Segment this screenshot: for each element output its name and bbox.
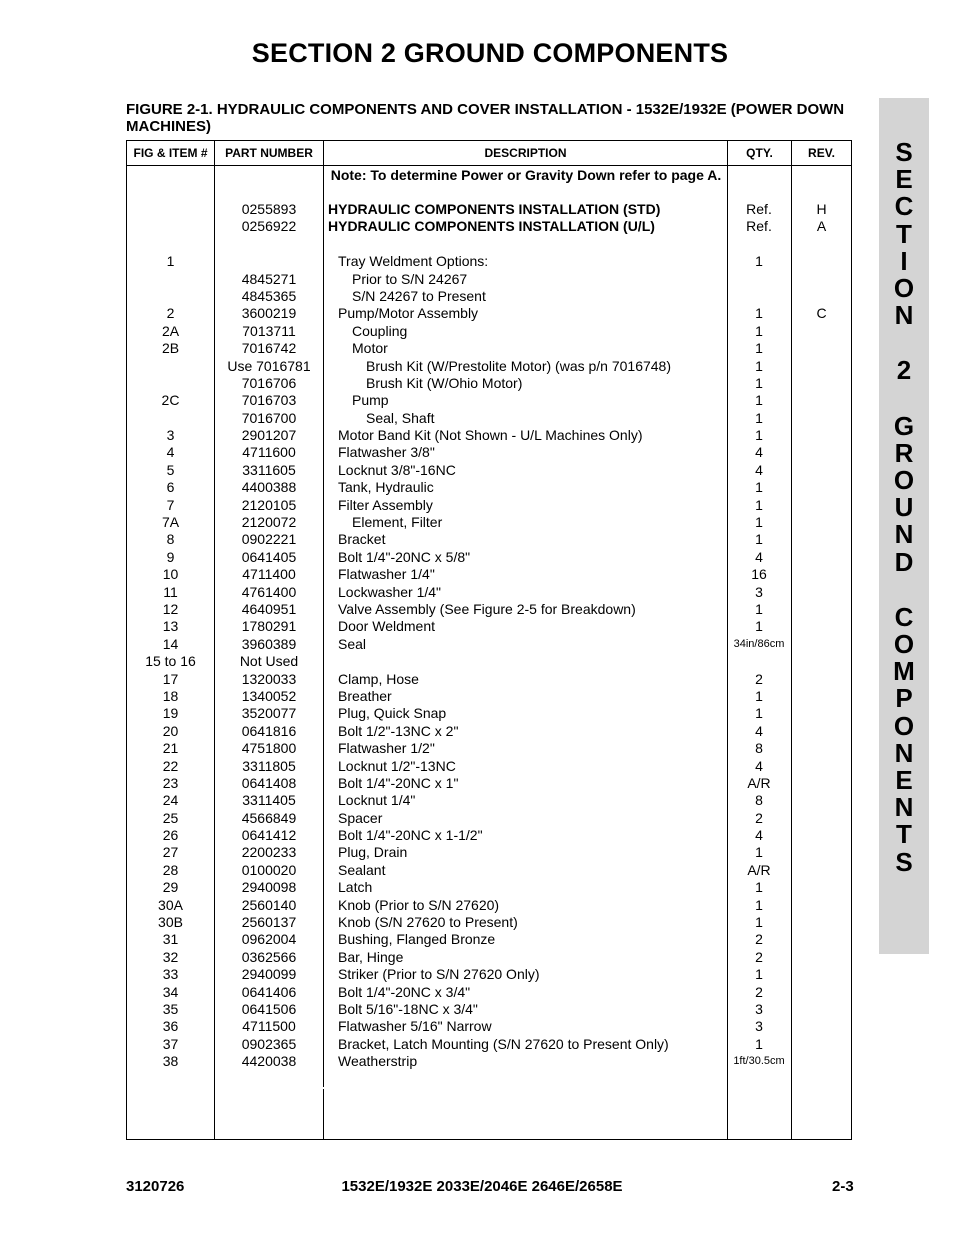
cell-description: Plug, Drain: [338, 844, 408, 861]
cell-item-number: 38: [162, 1053, 179, 1070]
cell-description: Seal: [338, 635, 367, 652]
table-row: [127, 740, 851, 757]
cell-item-number: 34: [162, 983, 179, 1000]
cell-description: Bolt 1/4"-20NC x 5/8": [338, 548, 471, 565]
cell-quantity: 1: [755, 514, 763, 531]
table-row: [127, 966, 851, 983]
cell-item-number: 14: [162, 635, 179, 652]
column-header-item: FIG & ITEM #: [133, 146, 208, 160]
table-row: [127, 514, 851, 531]
cell-description: Bolt 1/4"-20NC x 1": [338, 774, 459, 791]
cell-item-number: 1: [166, 253, 175, 270]
cell-part-number: 0902365: [241, 1035, 297, 1052]
cell-description: Latch: [338, 879, 373, 896]
cell-quantity: 3: [755, 583, 763, 600]
cell-quantity: 1: [755, 253, 763, 270]
side-tab-letter: T: [896, 819, 912, 850]
cell-item-number: 32: [162, 948, 179, 965]
table-row: [127, 566, 851, 583]
cell-part-number: 7016703: [241, 392, 297, 409]
cell-item-number: 15 to 16: [145, 653, 196, 670]
cell-quantity: 1: [755, 687, 763, 704]
cell-quantity: 3: [755, 1000, 763, 1017]
cell-description: HYDRAULIC COMPONENTS INSTALLATION (U/L): [328, 218, 655, 235]
side-tab-letter: G: [893, 410, 915, 441]
cell-item-number: 2B: [161, 340, 180, 357]
cell-item-number: 2: [166, 305, 175, 322]
cell-description: Pump: [352, 392, 389, 409]
cell-quantity: 1: [755, 618, 763, 635]
table-row: [127, 340, 851, 357]
table-row: [127, 879, 851, 896]
cell-quantity: 1: [755, 340, 763, 357]
cell-part-number: 2560140: [241, 896, 297, 913]
footer-models: 1532E/1932E 2033E/2046E 2646E/2658E: [341, 1178, 623, 1195]
cell-part-number: 4566849: [241, 809, 297, 826]
cell-description: Tank, Hydraulic: [338, 479, 434, 496]
cell-part-number: 4711600: [242, 444, 296, 461]
cell-item-number: 7A: [161, 514, 180, 531]
cell-item-number: 9: [166, 548, 175, 565]
cell-part-number: Not Used: [239, 653, 299, 670]
cell-quantity: 2: [755, 670, 763, 687]
cell-quantity: 1: [755, 1035, 763, 1052]
cell-description: Flatwasher 5/16" Narrow: [338, 1018, 492, 1035]
cell-item-number: 5: [166, 461, 175, 478]
cell-revision: C: [816, 305, 827, 322]
table-row: [127, 462, 851, 479]
cell-description: Element, Filter: [352, 514, 443, 531]
table-row: [127, 653, 851, 670]
side-tab-letter: O: [893, 710, 915, 741]
column-divider: [323, 1089, 324, 1139]
table-row: [127, 636, 851, 653]
cell-quantity: 1: [755, 374, 763, 391]
side-tab-letter: O: [893, 629, 915, 659]
side-tab-letter: M: [893, 656, 915, 687]
cell-quantity: 2: [755, 931, 763, 948]
cell-part-number: 7016706: [241, 374, 297, 391]
cell-description: Bar, Hinge: [338, 948, 404, 965]
cell-item-number: 29: [162, 879, 179, 896]
table-row: [127, 427, 851, 444]
side-tab-letter: N: [894, 519, 914, 550]
cell-description: Locknut 3/8"-16NC: [338, 461, 456, 478]
cell-part-number: 2940099: [241, 966, 297, 983]
table-row: [127, 497, 851, 514]
cell-item-number: 24: [162, 792, 179, 809]
table-row: [127, 827, 851, 844]
cell-item-number: 4: [166, 444, 175, 461]
cell-quantity: 4: [755, 444, 763, 461]
table-row: [127, 410, 851, 427]
table-row: [127, 984, 851, 1001]
cell-part-number: 2200233: [241, 844, 297, 861]
table-row: [127, 358, 851, 375]
parts-table: [126, 140, 852, 1140]
cell-quantity: 3: [755, 1018, 763, 1035]
cell-quantity: 1: [755, 600, 763, 617]
table-row: [127, 914, 851, 931]
side-tab-letter: N: [894, 300, 914, 331]
cell-item-number: 22: [162, 757, 179, 774]
table-row: [127, 392, 851, 409]
cell-item-number: 33: [162, 966, 179, 983]
cell-item-number: 7: [166, 496, 175, 513]
cell-part-number: 3311405: [242, 792, 296, 809]
cell-description: Weatherstrip: [338, 1053, 418, 1070]
column-header-part: PART NUMBER: [225, 146, 313, 160]
cell-description: Bolt 1/4"-20NC x 1-1/2": [338, 827, 483, 844]
cell-description: Clamp, Hose: [338, 670, 419, 687]
cell-quantity: 16: [751, 566, 767, 583]
cell-item-number: 11: [163, 583, 178, 600]
cell-description: Bolt 1/2"-13NC x 2": [338, 722, 459, 739]
cell-part-number: 0641412: [241, 827, 297, 844]
cell-part-number: 0902221: [241, 531, 297, 548]
cell-quantity: 34in/86cm: [733, 637, 785, 650]
table-row: [127, 862, 851, 879]
cell-item-number: 31: [162, 931, 179, 948]
cell-item-number: 23: [162, 774, 179, 791]
cell-quantity: 1: [755, 357, 763, 374]
side-tab-letter: I: [900, 245, 908, 276]
cell-description: Tray Weldment Options:: [338, 253, 489, 270]
cell-part-number: 0256922: [241, 218, 297, 235]
cell-item-number: 8: [166, 531, 175, 548]
cell-description: Lockwasher 1/4": [338, 583, 442, 600]
table-row: [127, 584, 851, 601]
cell-description: Spacer: [338, 809, 383, 826]
cell-quantity: Ref.: [746, 218, 772, 235]
table-row: [127, 1001, 851, 1018]
cell-description: Knob (Prior to S/N 27620): [338, 896, 500, 913]
cell-quantity: A/R: [747, 774, 771, 791]
cell-part-number: 4640951: [241, 600, 297, 617]
cell-part-number: 3520077: [241, 705, 297, 722]
cell-part-number: 0255893: [241, 201, 297, 217]
table-row: [127, 723, 851, 740]
side-tab-letter: P: [895, 683, 913, 714]
cell-quantity: 1: [755, 844, 763, 861]
cell-description: Locknut 1/2"-13NC: [338, 757, 456, 774]
cell-part-number: 4845271: [241, 270, 297, 287]
cell-part-number: 4420038: [241, 1053, 297, 1070]
cell-quantity: 1ft/30.5cm: [733, 1055, 785, 1068]
cell-revision: A: [816, 218, 827, 235]
cell-description: HYDRAULIC COMPONENTS INSTALLATION (STD): [328, 201, 661, 217]
cell-part-number: 1320033: [241, 670, 297, 687]
cell-item-number: 30A: [158, 896, 183, 913]
cell-description: Door Weldment: [338, 618, 436, 635]
cell-description: Bracket, Latch Mounting (S/N 27620 to Present Only): [338, 1035, 669, 1052]
header-divider: [127, 165, 851, 166]
side-tab-letter: E: [895, 164, 913, 195]
side-tab-letter: O: [893, 273, 915, 303]
column-header-qty: QTY.: [746, 146, 773, 160]
table-row: [127, 844, 851, 861]
side-tab-letter: E: [895, 765, 913, 795]
cell-quantity: 1: [755, 879, 763, 896]
cell-part-number: 3311805: [242, 757, 296, 774]
column-header-description: DESCRIPTION: [484, 146, 567, 160]
cell-item-number: 3: [166, 427, 175, 444]
cell-item-number: 37: [162, 1035, 179, 1052]
cell-part-number: 4845365: [241, 287, 297, 304]
cell-description: Flatwasher 1/2": [338, 740, 435, 757]
table-row: [127, 531, 851, 548]
cell-item-number: 25: [162, 809, 179, 826]
table-body: [127, 201, 851, 1071]
cell-part-number: 0962004: [241, 931, 297, 948]
cell-part-number: 0641816: [241, 722, 297, 739]
section-side-tab: [879, 98, 929, 954]
cell-part-number: 2120072: [241, 514, 297, 531]
side-tab-letter: O: [893, 465, 915, 495]
cell-part-number: 2901207: [241, 427, 297, 444]
cell-quantity: 1: [755, 914, 763, 931]
cell-part-number: 4751800: [241, 740, 297, 757]
cell-part-number: 2560137: [241, 914, 297, 931]
cell-quantity: 8: [755, 740, 763, 757]
column-header-rev: REV.: [808, 146, 835, 160]
side-tab-letter: D: [894, 546, 914, 577]
cell-item-number: 18: [162, 687, 179, 704]
footer-page-number: 2-3: [832, 1178, 854, 1195]
cell-part-number: 4761400: [241, 583, 297, 600]
cell-revision: H: [816, 201, 827, 217]
table-row: [127, 705, 851, 722]
cell-item-number: 36: [162, 1018, 179, 1035]
cell-quantity: 4: [755, 827, 763, 844]
side-tab-letter: U: [894, 492, 914, 523]
side-tab-letter: N: [894, 737, 914, 768]
cell-description: Flatwasher 3/8": [338, 444, 435, 461]
cell-part-number: 0641506: [241, 1000, 297, 1017]
cell-description: Filter Assembly: [338, 496, 433, 513]
table-row: [127, 949, 851, 966]
cell-description: Seal, Shaft: [366, 409, 435, 426]
cell-item-number: 35: [162, 1000, 179, 1017]
cell-quantity: Ref.: [746, 201, 772, 217]
footer-doc-number: 3120726: [126, 1178, 185, 1195]
page-title: SECTION 2 GROUND COMPONENTS: [251, 38, 729, 68]
cell-quantity: 1: [755, 392, 763, 409]
table-row: [127, 305, 851, 322]
side-tab-letter: R: [894, 437, 914, 468]
cell-description: Bolt 5/16"-18NC x 3/4": [338, 1000, 478, 1017]
cell-part-number: 1340052: [241, 687, 297, 704]
cell-item-number: 26: [162, 827, 179, 844]
cell-description: Flatwasher 1/4": [338, 566, 435, 583]
side-tab-letter: C: [894, 191, 914, 222]
cell-part-number: 0362566: [241, 948, 297, 965]
cell-quantity: 4: [755, 461, 763, 478]
cell-item-number: 10: [162, 566, 179, 583]
cell-quantity: 1: [755, 966, 763, 983]
cell-description: Bushing, Flanged Bronze: [338, 931, 496, 948]
table-row: [127, 688, 851, 705]
table-row: [127, 1053, 851, 1070]
cell-item-number: 30B: [158, 914, 183, 931]
cell-description: S/N 24267 to Present: [352, 287, 486, 304]
figure-title: FIGURE 2-1. HYDRAULIC COMPONENTS AND COVER INSTALLATION - 1532E/1932E (POWER DOWN MACHINES): [126, 101, 845, 135]
cell-item-number: 13: [162, 618, 179, 635]
table-row: [127, 253, 851, 270]
side-tab-letter: T: [896, 218, 912, 249]
cell-part-number: 3960389: [241, 635, 297, 652]
cell-quantity: 1: [755, 531, 763, 548]
cell-quantity: 1: [755, 322, 763, 339]
table-row: [127, 931, 851, 948]
table-row: [127, 549, 851, 566]
cell-part-number: 1780291: [241, 618, 297, 635]
side-tab-letter: S: [895, 846, 913, 877]
table-row: [127, 479, 851, 496]
cell-quantity: 8: [755, 792, 763, 809]
cell-description: Valve Assembly (See Figure 2-5 for Breakdown): [338, 600, 636, 617]
cell-quantity: 2: [755, 948, 763, 965]
cell-item-number: 28: [162, 861, 179, 878]
cell-quantity: 2: [755, 983, 763, 1000]
cell-item-number: 17: [162, 670, 179, 687]
table-row: [127, 671, 851, 688]
cell-part-number: 7016700: [241, 409, 297, 426]
cell-part-number: 3311605: [242, 461, 296, 478]
cell-item-number: 2A: [161, 322, 180, 339]
side-tab-letter: C: [894, 601, 914, 632]
cell-quantity: 4: [755, 757, 763, 774]
cell-description: Plug, Quick Snap: [338, 705, 447, 722]
cell-description: Sealant: [338, 861, 386, 878]
table-row: [127, 618, 851, 635]
cell-part-number: 3600219: [241, 305, 297, 322]
cell-quantity: 1: [755, 479, 763, 496]
table-row: [127, 201, 851, 218]
cell-quantity: 1: [755, 896, 763, 913]
side-tab-letter: N: [894, 792, 914, 823]
cell-part-number: 2120105: [241, 496, 297, 513]
cell-item-number: 19: [162, 705, 179, 722]
cell-description: Breather: [338, 687, 392, 704]
table-row: [127, 236, 851, 253]
cell-description: Knob (S/N 27620 to Present): [338, 914, 518, 931]
cell-part-number: 4711400: [242, 566, 296, 583]
cell-part-number: 4711500: [242, 1018, 296, 1035]
cell-quantity: 1: [755, 305, 763, 322]
table-row: [127, 288, 851, 305]
cell-item-number: 2C: [161, 392, 180, 409]
cell-quantity: 1: [755, 705, 763, 722]
cell-part-number: 0100020: [241, 861, 297, 878]
cell-item-number: 12: [162, 600, 179, 617]
cell-item-number: 20: [162, 722, 179, 739]
cell-part-number: 7013711: [242, 322, 296, 339]
cell-quantity: 4: [755, 722, 763, 739]
cell-description: Pump/Motor Assembly: [338, 305, 479, 322]
cell-description: Brush Kit (W/Ohio Motor): [366, 374, 523, 391]
cell-part-number: 4400388: [241, 479, 297, 496]
table-row: [127, 375, 851, 392]
cell-quantity: 4: [755, 548, 763, 565]
cell-quantity: 1: [755, 496, 763, 513]
cell-item-number: 27: [162, 844, 179, 861]
cell-item-number: 6: [166, 479, 175, 496]
table-row: [127, 1018, 851, 1035]
table-row: [127, 792, 851, 809]
side-tab-letter: S: [895, 137, 913, 167]
cell-part-number: 0641405: [241, 548, 297, 565]
side-tab-letter: 2: [896, 355, 912, 386]
cell-description: Motor: [352, 340, 388, 357]
table-row: [127, 758, 851, 775]
cell-description: Bolt 1/4"-20NC x 3/4": [338, 983, 471, 1000]
cell-description: Bracket: [338, 531, 386, 548]
cell-description: Prior to S/N 24267: [352, 270, 468, 287]
cell-quantity: 2: [755, 809, 763, 826]
table-row: [127, 1036, 851, 1053]
cell-part-number: 7016742: [241, 340, 297, 357]
table-row: [127, 271, 851, 288]
cell-description: Brush Kit (W/Prestolite Motor) (was p/n 7016748): [366, 357, 672, 374]
cell-part-number: Use 7016781: [227, 357, 311, 374]
cell-item-number: 21: [162, 740, 179, 757]
table-row: [127, 601, 851, 618]
table-row: [127, 897, 851, 914]
cell-description: Striker (Prior to S/N 27620 Only): [338, 966, 540, 983]
table-row: [127, 775, 851, 792]
cell-quantity: A/R: [747, 861, 771, 878]
cell-description: Motor Band Kit (Not Shown - U/L Machines Only): [338, 427, 643, 444]
table-row: [127, 218, 851, 235]
cell-part-number: 2940098: [241, 879, 297, 896]
cell-description: Locknut 1/4": [338, 792, 416, 809]
table-row: [127, 444, 851, 461]
table-row: [127, 323, 851, 340]
cell-description: Coupling: [352, 322, 408, 339]
table-note: Note: To determine Power or Gravity Down refer to page A.: [330, 167, 722, 183]
cell-part-number: 0641406: [241, 983, 297, 1000]
cell-quantity: 1: [755, 427, 763, 444]
cell-quantity: 1: [755, 409, 763, 426]
table-row: [127, 810, 851, 827]
cell-part-number: 0641408: [241, 774, 297, 791]
